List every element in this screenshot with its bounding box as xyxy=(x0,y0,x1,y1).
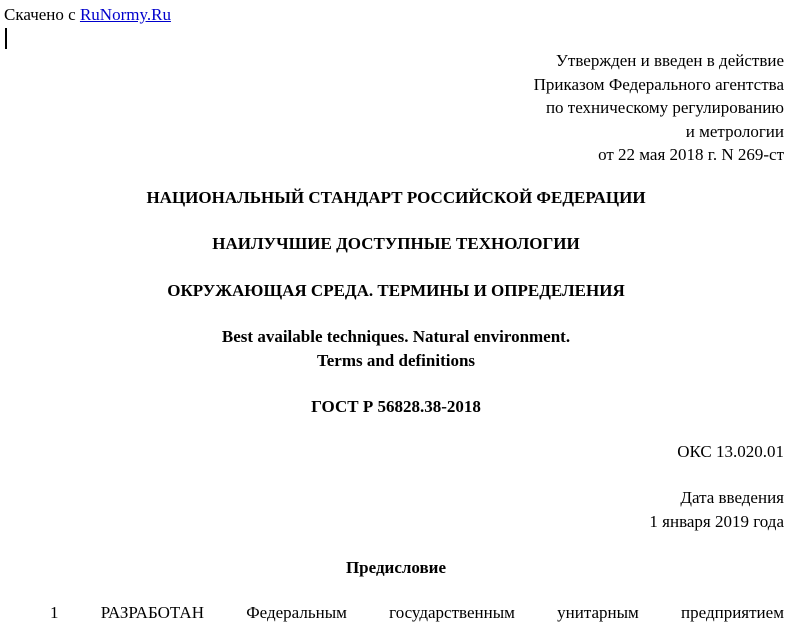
preface-heading: Предисловие xyxy=(345,558,447,577)
introduction-date-value: 1 января 2019 года xyxy=(649,511,784,531)
preface-item-word: унитарным xyxy=(557,603,639,622)
source-link[interactable]: RuNormy.Ru xyxy=(79,5,171,24)
preface-item-word: 1 xyxy=(50,603,59,622)
approval-block xyxy=(534,49,784,167)
english-title-line: Best available techniques. Natural environment. xyxy=(221,327,571,346)
approval-line: от 22 мая 2018 г. N 269-ст xyxy=(598,145,784,164)
english-title-line: Terms and definitions xyxy=(316,350,476,370)
english-title xyxy=(0,325,792,372)
best-techniques-title: НАИЛУЧШИЕ ДОСТУПНЫЕ ТЕХНОЛОГИИ xyxy=(212,234,580,253)
national-standard-title: НАЦИОНАЛЬНЫЙ СТАНДАРТ РОССИЙСКОЙ ФЕДЕРАЦИИ xyxy=(146,188,646,207)
approval-line: Утвержден и введен в действие xyxy=(555,51,784,70)
preface-item-1 xyxy=(50,601,784,625)
text-cursor xyxy=(5,28,7,49)
approval-line: и метрологии xyxy=(685,121,784,141)
preface-item-word: РАЗРАБОТАН xyxy=(100,603,204,622)
source-line xyxy=(4,4,171,26)
preface-item-word: Федеральным xyxy=(246,603,347,622)
introduction-date-block xyxy=(649,486,784,533)
approval-line: по техническому регулированию xyxy=(545,98,784,117)
oks-code: ОКС 13.020.01 xyxy=(677,442,784,461)
approval-line: Приказом Федерального агентства xyxy=(533,74,784,94)
introduction-date-label: Дата введения xyxy=(680,488,784,507)
subject-title: ОКРУЖАЮЩАЯ СРЕДА. ТЕРМИНЫ И ОПРЕДЕЛЕНИЯ xyxy=(167,281,625,300)
preface-item-word: государственным xyxy=(389,603,515,622)
preface-item-word: предприятием xyxy=(681,603,784,622)
source-prefix: Скачено с xyxy=(4,5,76,24)
gost-number: ГОСТ Р 56828.38-2018 xyxy=(311,397,481,416)
